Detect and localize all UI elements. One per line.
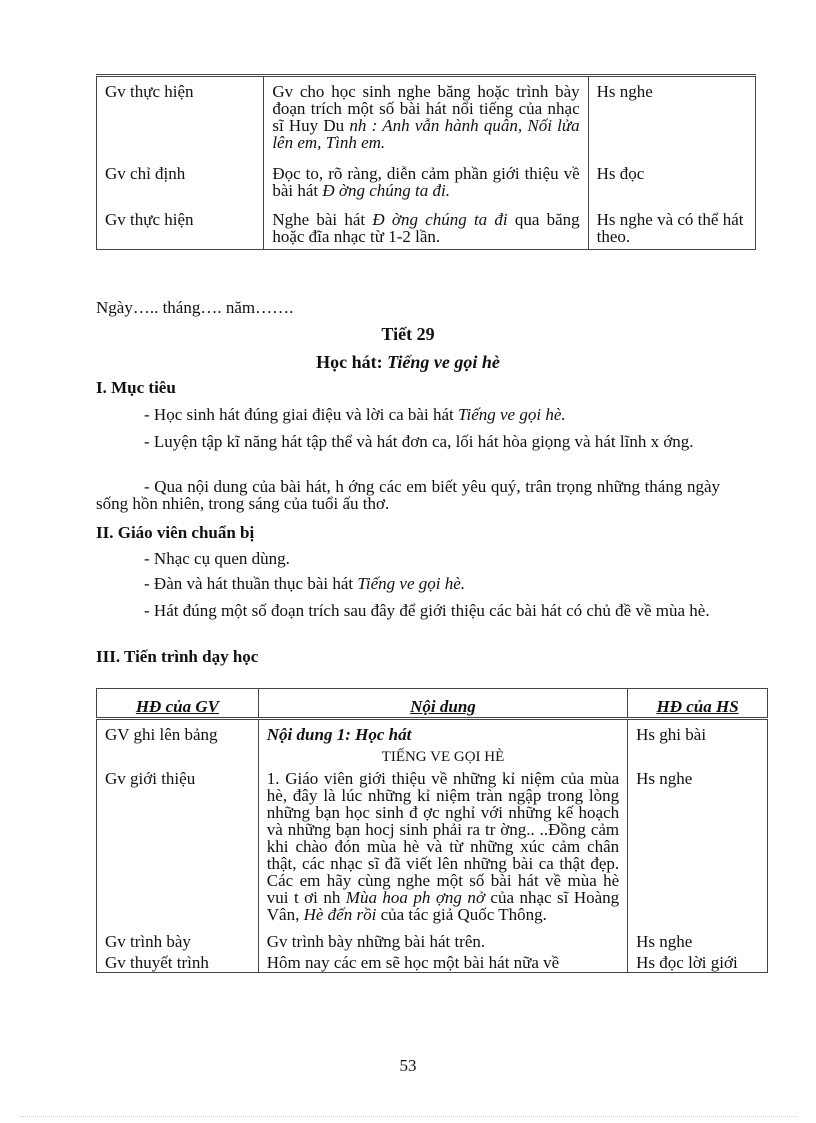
content-heading: Nội dung 1: Học hát: [266, 725, 412, 744]
table-row: [97, 76, 756, 152]
student-activity-cell: Hs nghe: [628, 766, 768, 923]
content-cell: Gv trình bày những bài hát trên.: [258, 923, 627, 950]
teacher-activity-cell: Gv trình bày: [97, 923, 259, 950]
table-row: [97, 199, 756, 250]
date-line: Ngày….. tháng…. năm…….: [96, 298, 294, 317]
teacher-activity-cell: Gv thực hiện: [97, 199, 264, 250]
content-cell: Đọc to, rõ ràng, diễn cảm phần giới thiệu về bài hát Đ ờng chúng ta đi.: [264, 151, 588, 199]
teacher-activity-cell: GV ghi lên bảng: [97, 719, 259, 767]
preparation-item: - Nhạc cụ quen dùng.: [144, 549, 290, 568]
objective-item: - Luyện tập kĩ năng hát tập thể và hát đơn ca, lối hát hòa giọng và hát lĩnh x ớng.: [144, 432, 694, 451]
activity-table-continued: [96, 74, 756, 250]
table-row: [97, 151, 756, 199]
content-cell: [258, 719, 627, 767]
table-row: [97, 766, 768, 923]
content-cell: 1. Giáo viên giới thiệu về những kỉ niệm của mùa hè, đây là lúc những kỉ niệm tràn ngập trong lòng những bạn học sinh đ ợc nghỉ với những kế hoạch và những bạn hocj sinh phải ra tr ờng.. ..Đồng cảm khi chào đón mùa hè và từ những xúc cảm chân thật, các nhạc sĩ đã viết lên những bài ca thật đẹp. Các em hãy cùng nghe một số bài hát về mùa hè vui t ơi nh Mùa hoa ph ợng nở của nhạc sĩ Hoàng Vân, Hè đến rồi của tác giả Quốc Thông.: [258, 766, 627, 923]
objective-item: - Qua nội dung của bài hát, h ớng các em biết yêu quý, trân trọng những tháng ngày sống hồn nhiên, trong sáng của tuổi ấu thơ.: [96, 477, 720, 513]
preparation-item: - Đàn và hát thuần thục bài hát Tiếng ve gọi hè.: [144, 574, 466, 593]
song-title: TIẾNG VE GỌI HÈ: [381, 749, 505, 765]
lesson-process-table: [96, 688, 768, 973]
footer-divider: [20, 1116, 796, 1117]
table-row: [97, 719, 768, 767]
content-cell: Hôm nay các em sẽ học một bài hát nữa về: [258, 950, 627, 973]
table-row: [97, 923, 768, 950]
teacher-activity-cell: Gv thực hiện: [97, 76, 264, 152]
lesson-number: Tiết 29: [381, 324, 435, 344]
student-activity-cell: Hs nghe và có thể hát theo.: [588, 199, 755, 250]
teacher-activity-cell: Gv giới thiệu: [97, 766, 259, 923]
column-header: HĐ của HS: [628, 689, 768, 719]
preparation-item: - Hát đúng một số đoạn trích sau đây để giới thiệu các bài hát có chủ đề về mùa hè.: [144, 601, 710, 620]
lesson-title: Học hát: Tiếng ve gọi hè: [316, 352, 500, 372]
teacher-activity-cell: Gv chỉ định: [97, 151, 264, 199]
student-activity-cell: Hs đọc: [588, 151, 755, 199]
content-cell: Gv cho học sinh nghe băng hoặc trình bày đoạn trích một số bài hát nổi tiếng của nhạc sĩ Huy Du nh : Anh vẫn hành quân, Nối lửa lên em, Tình em.: [264, 76, 588, 152]
student-activity-cell: Hs đọc lời giới: [628, 950, 768, 973]
student-activity-cell: Hs nghe: [588, 76, 755, 152]
page-number: 53: [399, 1056, 417, 1075]
table-header-row: [97, 689, 768, 719]
objective-item: - Học sinh hát đúng giai điệu và lời ca bài hát Tiếng ve gọi hè.: [144, 405, 566, 424]
column-header: HĐ của GV: [97, 689, 259, 719]
content-cell: Nghe bài hát Đ ờng chúng ta đi qua băng hoặc đĩa nhạc từ 1-2 lần.: [264, 199, 588, 250]
column-header: Nội dung: [258, 689, 627, 719]
section-objectives-title: I. Mục tiêu: [96, 378, 176, 397]
section-preparation-title: II. Giáo viên chuẩn bị: [96, 523, 255, 542]
teacher-activity-cell: Gv thuyết trình: [97, 950, 259, 973]
section-process-title: III. Tiến trình dạy học: [96, 647, 259, 666]
student-activity-cell: Hs nghe: [628, 923, 768, 950]
student-activity-cell: Hs ghi bài: [628, 719, 768, 767]
table-row: [97, 950, 768, 973]
